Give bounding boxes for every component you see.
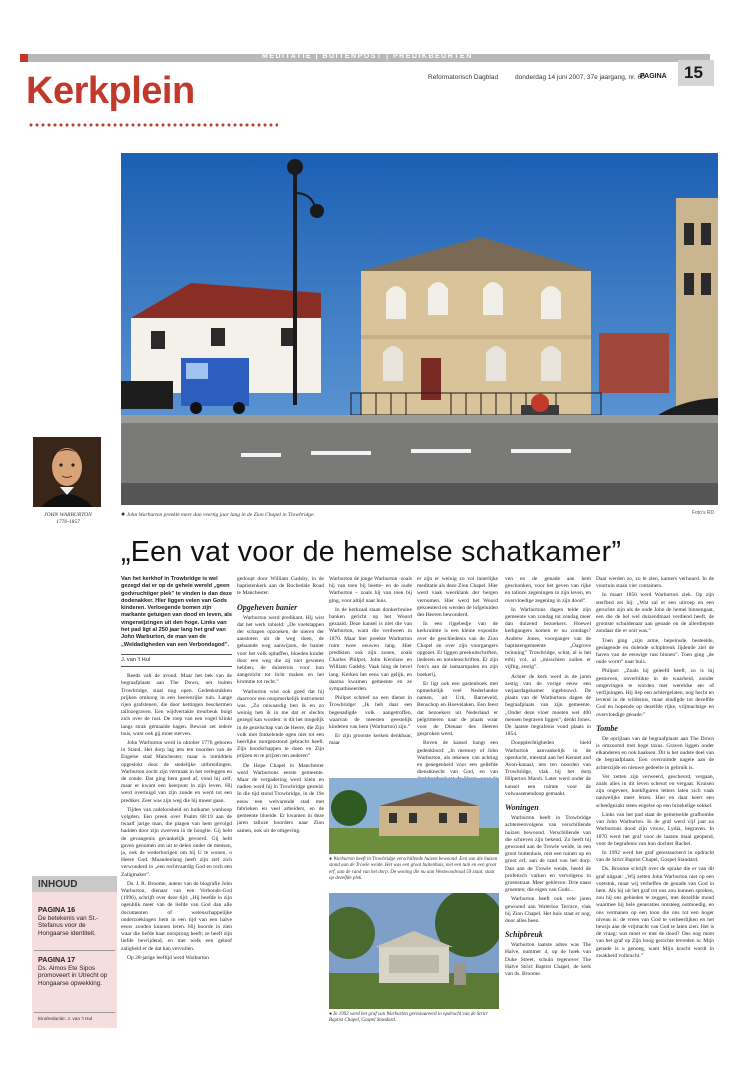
paragraph: Warburton werd predikant. Hij wist dat het werk inhield: „De voetstappen der schapen opzoeken, de nieren der aanstoten uit de weg doen, de gebaande weg aanwijzen, de banier voor het volk opheffen, bloeden kinder door een weg die zij niet geweten hebben, de duisternis voor hun aangezicht tot licht maken en het kromme tot recht.” [237,614,324,686]
paragraph: Reeds valt de avond. Maar het bek van de begraafplaats aan The Down, net buiten Trowbridge, staat nog open. Gedenkstukken prijken omhoog in een heerenrijke tuin. Lange rijen grafstenen, die door kettingen beschermen tallozegraven. Een wijdvertakte treurbeuk buigt zich over de rust. De roep van een vogel klinkt langs strak gemaaide hagen. Bewust zet iedere buis, want ook gij moet sterven. [121,673,232,737]
paragraph: Warburton heeft ook vele jaren gewoond aan Waterloo Terrace, vlak bij Zion Chapel. Het huis staat er nog, door alles heen. [505,896,591,924]
inset-caption-house [329,857,499,883]
photo-credit: Foto's RD [692,510,715,516]
inhoud-item[interactable] [38,906,114,937]
paragraph: Warburton heeft in Trowbridge achtereenvolgens van verschillende huizen bewoond. Verschillende van die schreven zijn bekend. Zo heeft hij gewoond aan de Trowle weide, in een groot buitenhuis, met een tuinen op en groot erf, aan de rand van het dorp. Dan aan de Trowle weide, heeld de profetisch varken en vervolgens in groenstraat. Meer gebleven: Drie naast groenten; die eigen van Gods... [505,815,591,894]
portrait-years: 1776-1857 [56,519,80,525]
paragraph: gedoopt door William Gadsby, in de baptistenkerk aan de Rochedale Road te Manchester. [237,576,324,597]
paragraph: In maart 1856 werd Warburton ziek. Op zijn sterfbed zei hij: „Wat zal er een uitroep en een geruchte zijn als de oude John de hemel binnengaat, een die de hel wel duizendmaal verdiend heeft, de grootste schuldenaar aan genade en de allerdiepste zondaar die er ooit was.” [596,592,714,635]
paragraph: De Hope Chapel in Manchester werd Warburtons eerste gemeente. Maar de vergadering werd klein en nadien werd hij in Trowbridge gesteld. In die tijd stond Trowbridge, in de 19e eeuw een welvarende stad met fabrieken en veel arbeiders, en de gemeente bloeide. Er kwamen in deze jaren talloze hoorders naar Zion samen, ook uit de omgeving. [237,762,324,834]
paragraph: Doopplechtigheden hield Warburton aanvankelijk in de openlucht, meestal aan het Kennet and Avon-kanaal, iets ten noorden van Trowbridge, vlak bij het dorp Hilperton Marsh. Later werd onder de kansel een ruimte voor de volwassenendoop gemaakt. [505,740,591,797]
article-lead: Van het kerkhof in Trowbridge is wel gezegd dat er op de gehele wereld „geen godvruchtiger plek” te vinden is dan deze dodenakker. Hier liggen velen van Gods kinderen. Verloegende bomen zijn markante getuigen van dood en leven, als vingerwijzingen uit den hoge. Links van het pad ligt al 250 jaar lang het graf van John Warburton, de man van de „Weldadigheden van een Verbondsgod”. [121,576,232,648]
inset-caption-house-text: Warburton heeft in Trowbridge verschillende huizen bewoond. Een van die huizen stond aan de Trowle weide. Het was een groot buitenhuis, met een tuin en een groot erf, aan de rand van het dorp. De woning die nu aan Westwoodroad 59 staat, staat op dezelfde plek. [329,857,498,882]
subheading-schipbreuk: Schipbreuk [505,930,543,940]
inhoud-title: INHOUD [32,876,117,892]
article-byline: J. van 't Hul [121,654,232,667]
article-column-4 [417,576,498,793]
article-column-2 [237,576,324,837]
article-column-6 [596,576,714,962]
inhoud-divider [34,1012,115,1013]
inhoud-item-page: PAGINA 17 [38,955,76,964]
inhoud-item-text: De betekenis van St.-Stefanus voor de Hongaarse identiteit. [38,914,99,937]
dateline: donderdag 14 juni 2007, 37e jaargang, nr. 60 [515,74,645,81]
page-label: PAGINA [640,73,667,80]
bullet-icon: ● [121,510,126,518]
bullet-icon: ● [329,857,334,862]
inhoud-item[interactable] [38,956,114,987]
paragraph: Tijden van radeloosheid en hulkame wanhoop volgden. Een preek over Psalm 68:19 aan de twaalf jarige man, die plagen van hem gevolgd hadden door zijn zwerven in de hooglte. Gij hebt de gevangenis gevankelijk gevoerd. Gij hebt gaven genomen om uit te delen onder de mensen, ja, ook de wederhorigen om bij U te wonen, o Heere God. Maandenlang heeft zijn ziel zich verwonderd in „een rechtvaardig God en toch een Zaligmaker”. [121,806,232,878]
eindredactie: Eindredactie: J. van 't Hul [38,1017,93,1022]
paragraph: ven en de genade aan hem geschonken, voor het geven van rijke en talloze zegeningen in zijn leven, en overvloedige zegening in zijn dood”. [505,576,591,604]
paragraph: Er zijn grootste kerken denkbaar, maar [329,733,412,747]
paragraph: Op 28-jarige leeftijd werd Warburton [127,954,209,961]
paragraph: John Warburton werd in oktober 1776 geboren in Stand. Het dorp lag iets ten noorden van de Engelse stad Manchester, maar is inmiddels opgeslokt door de stedelijke uitbreidingen. Warburton zocht zijn vermaak in het verleggen en de zonde. Dat ging hem goed af, vond hij zelf, maar er kwam een keerpunt in zijn leven. Hij werd overtuigd van zijn zonde en werd tot een prediker. Zeer was zijn weg die hij moest gaan. [121,740,232,804]
portrait-name: JOHN WARBURTON [44,512,92,518]
photo-caption [121,510,315,518]
inset-caption-grave-text: In 1992 werd het graf van Warburton gerestaureerd in opdracht van de Strict Baptist Chapel, Gospel Standard. [329,1012,488,1024]
subheading-banier: Opgeheven banier [237,602,298,612]
paragraph: Philpot schreef na een dienst in Trowbridge: „Ik heb daar een begenadigde volk aangetroffen, waarvan de meesten geestelijk kinderen van hem (Warburton) zijn.” [329,695,412,731]
page-number: 15 [684,63,703,82]
article-column-5 [505,576,591,980]
main-photo [121,153,718,505]
dotted-rule [28,122,278,128]
paragraph: Warburton wist ook goed dat hij daarvoor een onopmerkelijk instrument was. „Zo onwaardig ben ik en zo weinig heb ik in me dat er slechts gezegd kan worden: is dit het mogelijk in de gezelschap van de Heere, die Zijn volk met fonkelende ogen niet tot een heerlijke morgenstond gebracht heeft. Zijn boodschappen te doen en Zijn prijzen en te prijzen ten anderen” [237,688,324,760]
photo-caption-text: John Warburton preekte meer dan veertig jaar lang in de Zion Chapel in Trowbridge. [126,512,315,518]
inset-photo-grave [329,893,499,1009]
paragraph: Warburton de jonge Warburton -zoals hij van toen bij heette- en de oude Warburton – zoals hij van toen bij ging, voor altijd naar huis. [329,576,412,604]
paragraph: Warburton laatste adres was The Halve, nummer 4, op de hoek van Duke Street, schuin tegenover The Halve Strict Baptist Chapel, de kerk van ds. Broome. [505,942,591,977]
portrait-photo [33,437,101,507]
article-column-3 [329,576,412,750]
paragraph: In de kerkzaal staan donkerbruine banken gericht op het Woord gezaaid. Deze kansel is niet die van Warburton, want die verdween in 1870. Maar hier preekte Warburton ruim twee eeuwen lang. Hier predikten ook zijn zonen, zoals Charles Philpot, John Kershaw en William Gadsby. Vaak hing de bevel lang. Kerken het eens van gelijk, en daarna kwamen gemeente en ze sympathiseerden. [329,606,412,693]
bullet-icon: ● [329,1012,334,1017]
paragraph: Ds. J. R. Broome, auteur van de biografie John Warburton, dienaar van een Verbonds-God (1996), schrijft over deze tijd: „Hij beefde in zijn ogenblik meer van de liefde van God dan alle documenten of wetenschappelijke onderzoekingen hem in een tijd van een halve eeuw zouden kunnen leren. Hij hoorde in zien waar die liefde haar oorsprong heeft; ze heeft zijn liefde bevrijdend, en met welk een geloof zaligheid er de dat kan vervullen. [121,880,232,952]
paragraph: In een rijgebedje van de kerkruimte is een kleine expositie over de geschiedenis van de Zion Chapel en over zijn voorgangers opgezet. Er liggen preekuitschriften, liederen en notulenschriften. Er zijn foto's aan de lantaarnpalen en zijn boekerij. [417,621,498,678]
article-headline: „Een vat voor de hemelse schatkamer” [121,536,622,568]
section-title: Kerkplein [26,70,195,112]
inhoud-box [32,876,117,1028]
paragraph: Ds. Broome schrijft over de sprake die er van dit graf uitgaat: „Wij zetten John Warburton niet op een voetstuk, maar wij verheffen de genade van God in hem. Als hij uit het graf tot ons zou kunnen spreken, zou hij ons gebieden te zeggen, met dezelfde mond waarmee hij hele generaties ontsteeg ootmoedig, en ons vermanen op een toon die ons tot een hoger niveau is: de vrees van God te verheerlijken en het bewijs aan de vrijmacht van God te laten zien. Het is de vraag: wat moet er met de dood? Ons oog moet van het graf op Zijn hoog gezichte tevreden is: Mijn genade is u genoeg, want Mijn kracht wordt in zwakheid volbracht.” [596,866,714,959]
paragraph: Ver zetten zijn verweerd, gescheurd, vergaan, zoals alles in dit leven scheurt en vergaat. Kruisen zijn ongeveer, hoekfiguren letters laten zich vaak nauwelijks meer lezen. Hier en daar keert een scheefgezakt steen engelse op een broekelige sokkel. [596,773,714,809]
portrait-caption [30,512,106,526]
inset-caption-grave [329,1012,499,1025]
paper-name: Reformatorisch Dagblad [428,74,499,81]
paragraph: In Warburtons dagen telde zijn gemeente van zondag tot zondag meer dan duizend bezoekers. Hoewel kerkgangers komen er nu zondags? Andrew Jones, voorganger van de baptistengemeente „Oagrove twinning” Trowbridge, schat, al is het erbij vol, al „misschien zullen er vijftig, zestig”. [505,606,591,671]
paragraph: Achter de kerk werd in de jaren zestig van de vorige eeuw een verjaardagskamer ingebouwd. De plaats van de Warburtons dagen de begraafplaats van zijn gemeente. „Onder deze vloer moeten wel 400 mensen begraven liggen”, denkt Jones. De laatste begrafenis vond plaats in 1854. [505,673,591,738]
section-strap: MEDITATIE | BUITENPOST | PREDIKBEURTEN [262,53,473,60]
paragraph: De oprijlaan van de begraafplaats aan The Down is omzoomd met hoge taxus. Graven liggen onder elkanderen en ook haaksen. Dit is het oudste deel van de begraafplaats. Een overruimde nagele aan de achterzijde en nieuwe gedeelte in gebruik is. [596,735,714,771]
paragraph: Toen ging „zijn arme, bepeinsde, besteelde, geslagende en dolende schipbreuk lijdende ziel de haven van de eeuwige rust binnen”. Toen ging „de oude worm” naar huis. [596,637,714,666]
paragraph: Links van het pad staat de gemetselde grafbombe van John Warburton. In de graf werd vijf jaar na Warburtons dood zijn vrouw, Lydia, begraven. In 1870 werd het graf voor de laatste maal geopend, voor de begrafenis van hun dochter Rachel. [596,811,714,847]
article-column-1 [121,576,232,964]
paragraph: er zijn er weinig zo vol innerlijke meditatie als deze Zion Chapel. Hier werd vaak weerklank der bergen vernomen. Hier werd het Woord gekoesterd en werden de lofgeluiden des Heeren bewonderd. [417,576,498,619]
paragraph: Boven de kansel hangt een gedenkbord: „In memory of John Warburton, als tekenen van achting en genegenheid voor een geliefde dienstknecht van God, en van [417,740,498,776]
paragraph: Er ligt ook een gastenboek met opmerkelijk veel Nederlandse namen, uit Urk, Barneveld, Benschop en Hoevelaken. Een feest dat bezoekers uit Nederland er pelgrimeren naar de plaats waar voor de Dienaar des Heeren gesproken werd. [417,680,498,738]
paragraph: Daar werden zo, zo te zien, kamers verhuurd. In de voortuin staan vier containers. [596,576,714,590]
inhoud-divider [34,950,115,951]
paragraph: Philpot: „Zoals hij geleefd heeft, zo is hij gestorven, onverblikte in de waarheid, zonder omgevingen te worden met wereldse eer of verfijningen. Hij liep een achtergelaten, nog hecht en levend in de wildernis, maar eindigde tot dezelfde God en hopende op dezelfde rijke, vrijmachtige en overvloedige genade.” [596,668,714,718]
subheading-woningen: Woningen [505,803,539,813]
inhoud-item-page: PAGINA 16 [38,905,76,914]
paragraph: In 1992 werd het graf gerestaureerd in opdracht van de Strict Baptist Chapel, Gospel Standard. [596,849,714,864]
subheading-tombe: Tombe [596,723,618,733]
inset-photo-house [329,778,499,854]
inhoud-item-text: Ds. Almos Ete Sipos promoveert in Utrecht op Hongaarse opwekking. [38,964,108,987]
